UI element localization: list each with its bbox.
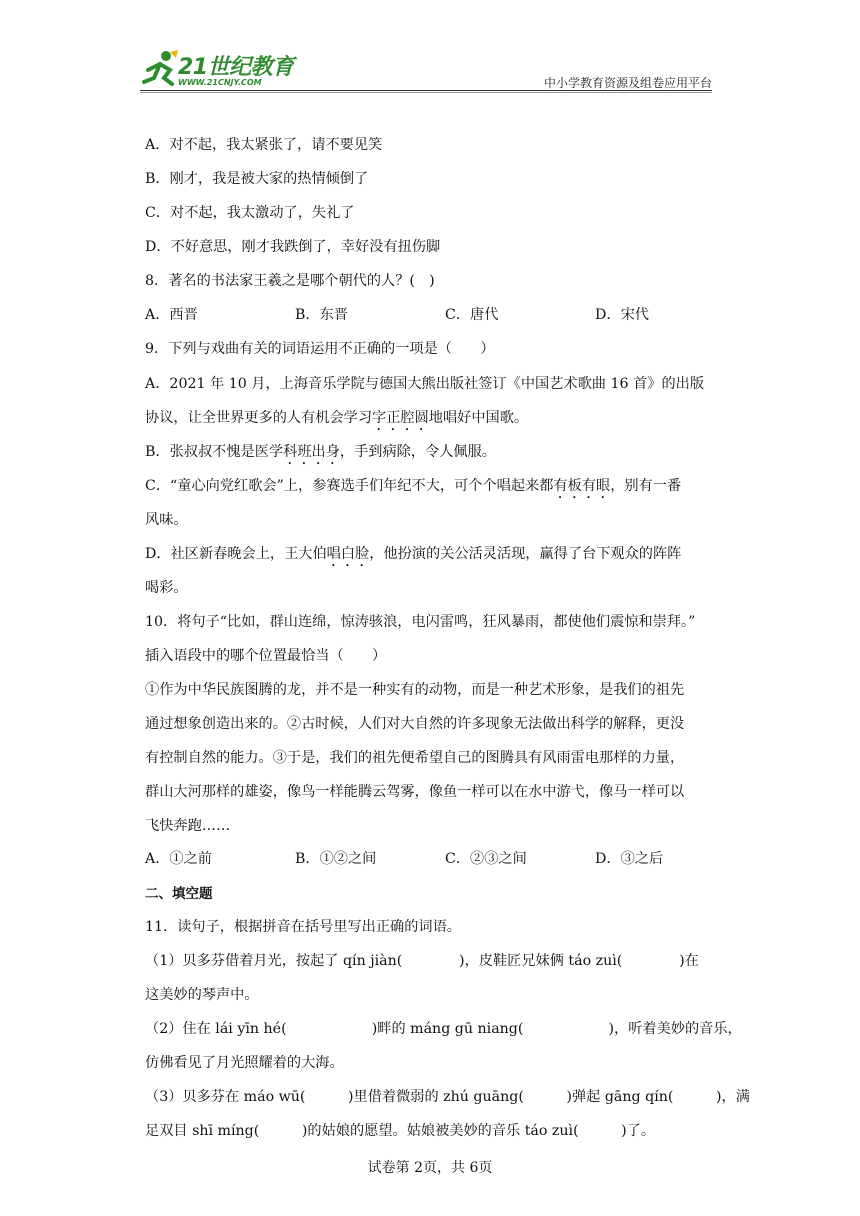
q8-option-d: D．宋代 xyxy=(595,307,649,323)
q11-part1-line2: 这美妙的琴声中。 xyxy=(145,987,259,1003)
q10-passage-line2: 通过想象创造出来的。②古时候，人们对大自然的许多现象无法做出科学的解释，更没 xyxy=(145,716,685,732)
q9-option-a-line2: 协议，让全世界更多的人有机会学习字正腔圆地唱好中国歌。 xyxy=(145,410,529,426)
q11-part2-line2: 仿佛看见了月光照耀着的大海。 xyxy=(145,1055,344,1071)
q7-option-b: B．刚才，我是被大家的热情倾倒了 xyxy=(145,171,369,187)
q9-option-d-line1: D．社区新春晚会上，王大伯唱白脸，他扮演的关公活灵活现，赢得了台下观众的阵阵 xyxy=(145,546,682,562)
q9-stem: 9．下列与戏曲有关的词语运用不正确的一项是（ ） xyxy=(145,341,495,357)
q10-stem-line2: 插入语段中的哪个位置最恰当（ ） xyxy=(145,648,387,664)
q7-option-a: A．对不起，我太紧张了，请不要见笑 xyxy=(145,137,383,153)
platform-name: 中小学教育资源及组卷应用平台 xyxy=(543,76,712,90)
header-divider xyxy=(140,90,712,91)
q10-stem-line1: 10．将句子“比如，群山连绵，惊涛骇浪，电闪雷鸣，狂风暴雨，都使他们震惊和崇拜。” xyxy=(145,614,696,630)
q10-passage-line3: 有控制自然的能力。③于是，我们的祖先便希望自己的图腾具有风雨雷电那样的力量， xyxy=(145,750,685,766)
q10-option-c: C．②③之间 xyxy=(445,851,527,867)
q10-passage-line5: 飞快奔跑…… xyxy=(145,818,231,834)
logo-text: 21世纪教育 xyxy=(178,55,294,80)
q11-stem: 11．读句子，根据拼音在括号里写出正确的词语。 xyxy=(145,919,461,935)
section-heading: 二、填空题 xyxy=(145,886,213,902)
page-header xyxy=(140,40,712,92)
q9-option-a-line1: A．2021 年 10 月，上海音乐学院与德国大熊出版社签订《中国艺术歌曲 16 首》的出版 xyxy=(145,376,705,392)
q9-option-c-line2: 风味。 xyxy=(145,512,188,528)
q11-part3-line1: （3）贝多芬在 máo wū( )里借着微弱的 zhú guāng( )弹起 gāng qín( )，满 xyxy=(145,1089,750,1105)
q10-passage-line1: ①作为中华民族图腾的龙，并不是一种实有的动物，而是一种艺术形象，是我们的祖先 xyxy=(145,682,685,698)
q10-option-b: B．①②之间 xyxy=(295,851,377,867)
q8-option-a: A．西晋 xyxy=(145,307,198,323)
q8-stem: 8．著名的书法家王羲之是哪个朝代的人？( ) xyxy=(145,273,435,289)
emphasis-phrase: 科班出身 xyxy=(283,444,340,460)
q10-passage-line4: 群山大河那样的雄姿，像鸟一样能腾云驾雾，像鱼一样可以在水中游弋，像马一样可以 xyxy=(145,784,685,800)
q9-option-b: B．张叔叔不愧是医学科班出身，手到病除，令人佩服。 xyxy=(145,444,496,460)
q9-option-c-line1: C．“童心向党红歌会”上，参赛选手们年纪不大，可个个唱起来都有板有眼，别有一番 xyxy=(145,478,682,494)
logo xyxy=(140,40,340,90)
q11-part3-line2: 足双目 shī míng( )的姑娘的愿望。姑娘被美妙的音乐 táo zuì( )了。 xyxy=(145,1123,656,1139)
q11-part2-line1: （2）住在 lái yīn hé( )畔的 máng gū niang( )，听着美妙的音乐， xyxy=(145,1021,742,1037)
runner-logo-icon xyxy=(140,48,180,88)
emphasis-phrase: 有板有眼 xyxy=(553,478,611,494)
q10-option-d: D．③之后 xyxy=(595,851,664,867)
logo-url: WWW.21CNJY.COM xyxy=(178,78,262,87)
emphasis-phrase: 字正腔圆 xyxy=(372,410,429,426)
q8-option-c: C．唐代 xyxy=(445,307,499,323)
header-divider-thin xyxy=(140,92,712,93)
q9-option-d-line2: 喝彩。 xyxy=(145,580,188,596)
q8-option-b: B．东晋 xyxy=(295,307,348,323)
q7-option-c: C．对不起，我太激动了，失礼了 xyxy=(145,205,355,221)
emphasis-phrase: 唱白脸 xyxy=(326,546,370,562)
q11-part1-line1: （1）贝多芬借着月光，按起了 qín jiàn( )，皮鞋匠兄妹俩 táo zuì( )在 xyxy=(145,953,699,969)
q7-option-d: D．不好意思，刚才我跌倒了，幸好没有扭伤脚 xyxy=(145,239,441,255)
q10-option-a: A．①之前 xyxy=(145,851,212,867)
page-footer: 试卷第 2页，共 6页 xyxy=(367,1160,493,1176)
